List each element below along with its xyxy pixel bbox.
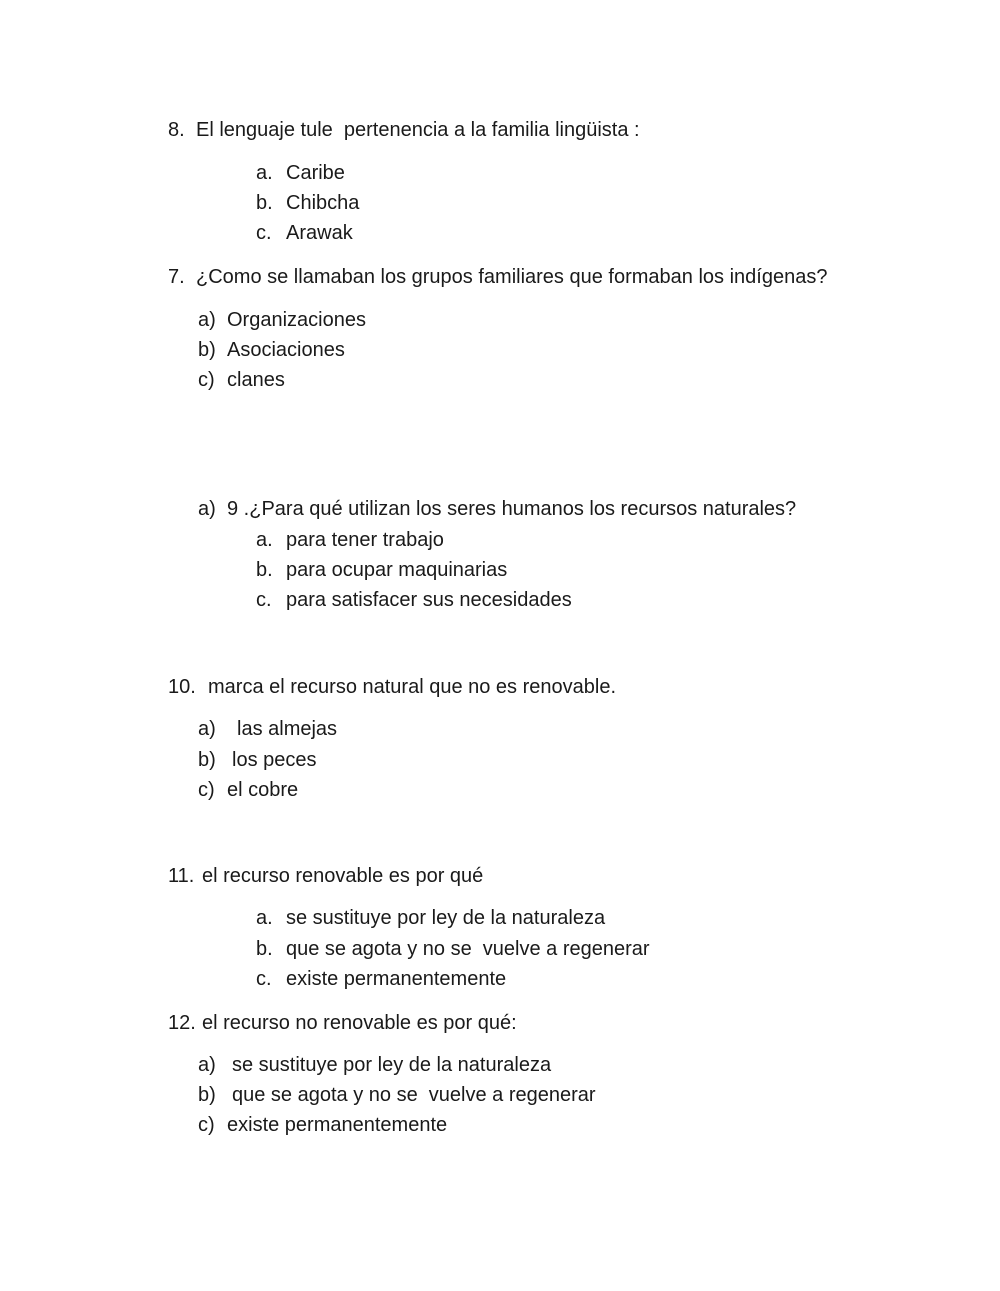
option-marker: b): [198, 1084, 216, 1106]
option-text: el cobre: [227, 779, 299, 801]
option-marker: c): [198, 1114, 215, 1136]
option-marker: b.: [256, 559, 273, 581]
option-marker: c.: [256, 589, 272, 611]
option-marker: c.: [256, 968, 272, 990]
question-text: el recurso no renovable es por qué:: [202, 1012, 517, 1034]
option-marker: b.: [256, 938, 273, 960]
question-text: 9 .¿Para qué utilizan los seres humanos los recursos naturales?: [227, 498, 797, 520]
option-text: que se agota y no se vuelve a regenerar: [286, 938, 650, 960]
option-marker: a.: [256, 529, 273, 551]
option-marker: a.: [256, 907, 273, 929]
option-marker: a): [198, 309, 216, 331]
option-text: para tener trabajo: [286, 529, 444, 551]
option-text: existe permanentemente: [227, 1114, 448, 1136]
option-marker: c): [198, 779, 215, 801]
question-prefix: a): [198, 498, 216, 520]
question-text: El lenguaje tule pertenencia a la familia lingüista :: [196, 119, 640, 141]
option-marker: a): [198, 1054, 216, 1076]
option-text: que se agota y no se vuelve a regenerar: [232, 1084, 596, 1106]
option-text: Chibcha: [286, 192, 360, 214]
option-marker: c): [198, 369, 215, 391]
question-text: marca el recurso natural que no es renovable.: [208, 676, 617, 698]
option-text: Asociaciones: [227, 339, 345, 361]
question-number: 10.: [168, 676, 196, 698]
option-text: Arawak: [286, 222, 353, 244]
option-marker: a): [198, 718, 216, 740]
question-text: el recurso renovable es por qué: [202, 865, 484, 887]
option-text: para ocupar maquinarias: [286, 559, 508, 581]
option-text: Organizaciones: [227, 309, 366, 331]
option-marker: c.: [256, 222, 272, 244]
option-marker: b): [198, 339, 216, 361]
option-marker: b.: [256, 192, 273, 214]
option-text: para satisfacer sus necesidades: [286, 589, 572, 611]
option-text: se sustituye por ley de la naturaleza: [232, 1054, 552, 1076]
option-text: existe permanentemente: [286, 968, 507, 990]
question-number: 11.: [168, 865, 195, 887]
option-text: las almejas: [237, 718, 338, 740]
question-text: ¿Como se llamaban los grupos familiares que formaban los indígenas?: [196, 266, 828, 288]
option-text: se sustituye por ley de la naturaleza: [286, 907, 606, 929]
question-number: 12.: [168, 1012, 196, 1034]
question-number: 8.: [168, 119, 185, 141]
option-marker: b): [198, 749, 216, 771]
option-text: clanes: [227, 369, 285, 391]
option-text: Caribe: [286, 162, 345, 184]
question-number: 7.: [168, 266, 185, 288]
option-text: los peces: [232, 749, 317, 771]
option-marker: a.: [256, 162, 273, 184]
